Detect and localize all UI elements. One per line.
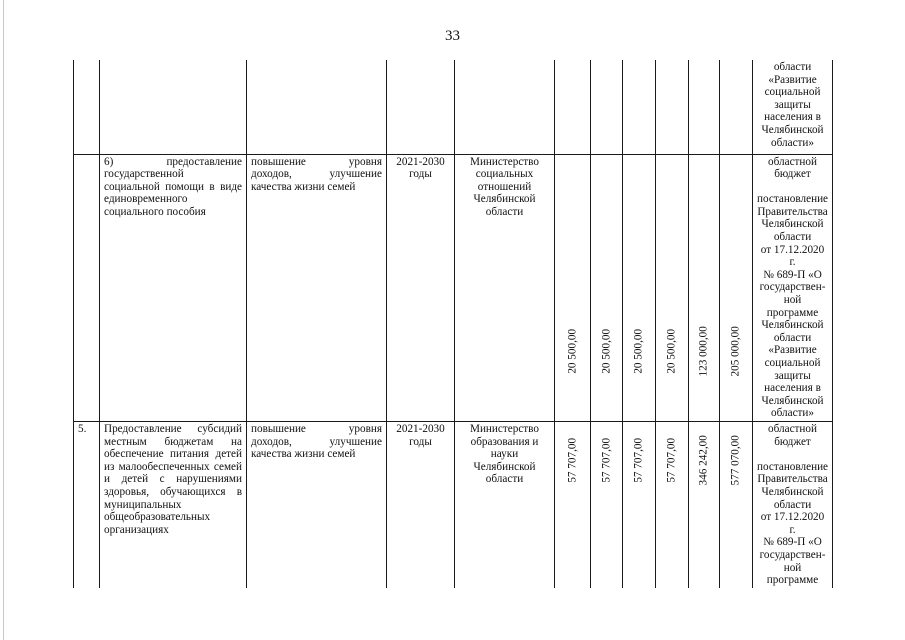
amount-cell	[555, 60, 591, 154]
funding-source-line: Правительства	[757, 205, 828, 218]
amount-value: 20 500,00	[632, 328, 645, 374]
row-number-cell	[74, 60, 100, 154]
funding-source-line: социальной	[764, 86, 821, 99]
funding-source-line: «Развитие	[768, 73, 817, 86]
funding-source-line: областной	[768, 155, 817, 168]
amount-cell	[720, 421, 753, 587]
page-number: 33	[445, 28, 460, 44]
funding-source-line: № 689-П «О	[763, 536, 822, 549]
amount-value: 57 707,00	[566, 437, 579, 483]
funding-source-line: населения в	[764, 111, 821, 124]
amount-value: 57 707,00	[632, 437, 645, 483]
funding-source-line: постановление	[757, 193, 829, 206]
program-table	[73, 60, 833, 588]
funding-source-line: постановление	[757, 460, 829, 473]
measure-name-cell	[100, 60, 247, 154]
funding-source-line: социальной	[764, 357, 821, 369]
funding-source-line: № 689-П «О	[763, 268, 822, 281]
funding-source-line: от 17.12.2020 г.	[760, 511, 825, 536]
amount-value: 577 070,00	[729, 435, 742, 486]
row-number-cell: 5.	[74, 421, 100, 587]
amount-cell	[656, 154, 689, 421]
funding-source-line: государствен-	[759, 548, 826, 561]
amount-cell	[720, 154, 753, 421]
amount-cell	[656, 421, 689, 587]
period-cell	[387, 60, 455, 154]
amount-value: 57 707,00	[665, 437, 678, 483]
measure-name-cell: Предоставление субсидий местным бюджетам на обеспечение питания детей из малообеспеченных семей и детей с нарушениями здоровья, обучающихся в муниципальных общеобразовательных организациях	[100, 421, 247, 587]
funding-source-line: Правительства	[757, 473, 828, 486]
amount-cell	[689, 60, 720, 154]
table-row	[74, 421, 833, 587]
funding-source-line: бюджет	[774, 435, 811, 448]
funding-source-cell	[753, 60, 833, 154]
executor-cell: Министерство образования и науки Челябинской области	[455, 421, 555, 587]
amount-cell	[555, 154, 591, 421]
amount-cell	[623, 421, 656, 587]
amount-cell	[591, 421, 623, 587]
table-row	[74, 60, 833, 154]
amount-value: 205 000,00	[729, 325, 742, 376]
funding-source-line: области	[773, 231, 812, 244]
expected-result-cell	[247, 60, 387, 154]
amount-cell	[623, 60, 656, 154]
funding-source-line: населения в	[764, 382, 821, 395]
funding-source-line: области»	[771, 407, 815, 420]
amount-cell	[689, 421, 720, 587]
funding-source-line: Челябинской	[761, 123, 824, 136]
funding-source-line: области	[773, 61, 812, 73]
amount-value: 346 242,00	[697, 435, 710, 486]
funding-source-cell	[753, 154, 833, 421]
amount-value: 20 500,00	[600, 328, 613, 374]
funding-source-line: Челябинской	[761, 485, 824, 498]
funding-source-line: Челябинской	[761, 394, 824, 407]
funding-source-line: защиты	[774, 369, 811, 382]
funding-source-line: ной программе	[766, 561, 819, 587]
executor-cell: Министерство социальных отношений Челябинской области	[455, 154, 555, 421]
funding-source-line: Челябинской	[761, 319, 824, 332]
funding-source-line: областной	[768, 422, 817, 435]
amount-value: 123 000,00	[697, 325, 710, 376]
funding-source-line: от 17.12.2020 г.	[760, 243, 825, 269]
amount-value: 20 500,00	[665, 328, 678, 374]
funding-source-line: государствен-	[759, 281, 826, 294]
expected-result-cell: повышение уровня доходов, улучшение качества жизни семей	[247, 154, 387, 421]
period-cell: 2021-2030 годы	[387, 154, 455, 421]
funding-source-cell	[753, 421, 833, 587]
scan-edge-line	[3, 0, 4, 640]
funding-source-line	[757, 448, 828, 461]
measure-name-cell: 6) предоставление государственной социальной помощи в виде единовременного социального пособия	[100, 154, 247, 421]
executor-cell	[455, 60, 555, 154]
amount-cell	[623, 154, 656, 421]
funding-source-line: защиты	[774, 98, 811, 111]
funding-source-line: области»	[771, 136, 815, 149]
funding-source-line: ной программе	[766, 294, 819, 319]
funding-source-line: области	[773, 331, 812, 344]
funding-source-line: области	[773, 498, 812, 511]
amount-value: 20 500,00	[566, 328, 579, 374]
funding-source-line: бюджет	[774, 168, 811, 181]
amount-value: 57 707,00	[600, 437, 613, 483]
amount-cell	[656, 60, 689, 154]
amount-cell	[720, 60, 753, 154]
funding-source-line: «Развитие	[768, 344, 817, 357]
period-cell: 2021-2030 годы	[387, 421, 455, 587]
funding-source-line: Челябинской	[761, 218, 824, 231]
amount-cell	[591, 154, 623, 421]
expected-result-cell: повышение уровня доходов, улучшение качества жизни семей	[247, 421, 387, 587]
amount-cell	[555, 421, 591, 587]
amount-cell	[591, 60, 623, 154]
amount-cell	[689, 154, 720, 421]
table-row	[74, 154, 833, 421]
row-number-cell	[74, 154, 100, 421]
funding-source-line	[757, 181, 828, 194]
